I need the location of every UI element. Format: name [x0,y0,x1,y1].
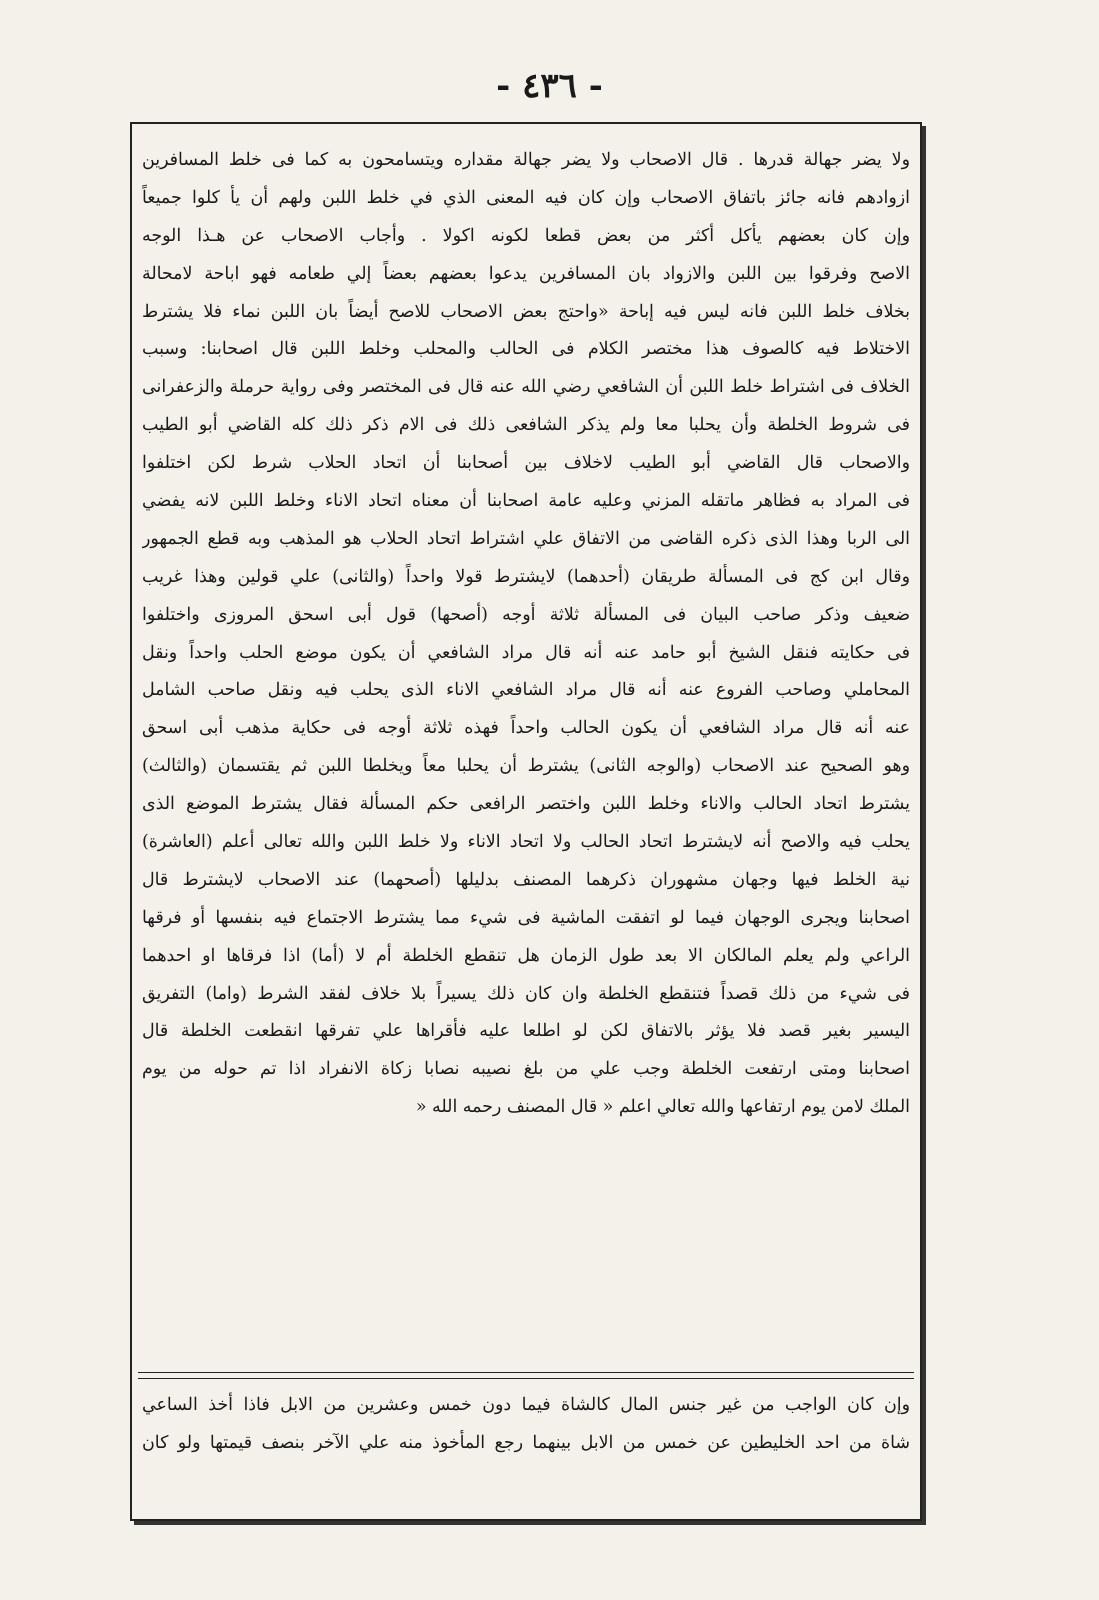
footnote-separator [138,1372,914,1373]
text-line: ازوادهم فانه جائز باتفاق الاصحاب وإن كان فيه المعنى الذي في خلط اللبن ولهم أن يأ كلوا جميعاً [142,187,910,208]
footnote-line: وإن كان الواجب من غير جنس المال كالشاة فيما دون خمس وعشرين من الابل فاذا أخذ الساعي [142,1395,910,1415]
text-line: وقال ابن كج فى المسألة طريقان (أحدهما) لايشترط قولا واحداً (والثانى) علي قولين وهذا غريب [142,566,910,587]
footnote-line: شاة من احد الخليطين عن خمس من الابل بينهما رجع المأخوذ منه علي الآخر بنصف قيمتها ولو كان [142,1433,910,1453]
text-line: الى الربا وهذا الذى ذكره القاضى من الاتفاق علي اشتراط اتحاد الحلاب هو المذهب وبه قطع الجمهور [142,528,910,549]
text-line: والاصحاب قال القاضي أبو الطيب لاخلاف بين أصحابنا أن اتحاد الحلاب شرط لكن اختلفوا [142,453,910,474]
text-line: اصحابنا ويجرى الوجهان فيما لو اتفقت الماشية فى شيء مما يشترط الاجتماع فيه بنفسها أو فرقها [142,907,910,928]
main-text-block [142,142,910,1357]
text-line: نية الخلط فيها وجهان مشهوران ذكرهما المصنف بدليلها (أصحهما) عند الاصحاب لايشترط قال [142,869,910,890]
text-line: الاختلاط فيه كالصوف هذا مختصر الكلام فى الحالب والمحلب وخلط اللبن قال اصحابنا: وسبب [142,339,910,360]
text-line: بخلاف خلط اللبن فانه ليس فيه إباحة «واحتج بعض الاصحاب للاصح أيضاً بان اللبن نماء فلا يشترط [142,301,910,322]
text-line: يحلب فيه والاصح أنه لايشترط اتحاد الحالب ولا اتحاد الاناء ولا خلط اللبن والله تعالى أعلم (العاشرة) [142,832,910,853]
text-line: عنه أنه قال مراد الشافعي أن يكون الحالب واحداً فهذه ثلاثة أوجه فى حكاية مذهب أبى اسحق [142,718,910,739]
text-line: المحاملي وصاحب الفروع عنه أنه قال مراد الشافعي الاناء الذى يحلب فيه ونقل صاحب الشامل [142,680,910,701]
text-line: يشترط اتحاد الحالب والاناء وخلط اللبن واختصر الرافعى حكم المسألة فقال يشترط الموضع الذى [142,794,910,815]
page-number: - ٤٣٦ - [496,66,603,106]
text-line: الخلاف فى اشتراط خلط اللبن أن الشافعي رضي الله عنه قال فى المختصر وفى رواية حرملة والزعفرانى [142,377,910,398]
text-line: ضعيف وذكر صاحب البيان فى المسألة ثلاثة أوجه (أصحها) قول أبى اسحق المروزى واختلفوا [142,604,910,625]
text-frame [130,122,922,1521]
text-line: وهو الصحيح عند الاصحاب (والوجه الثانى) يشترط أن يحلبا معاً ويخلطا اللبن ثم يقتسمان (والثالث) [142,756,910,777]
text-line: اليسير بغير قصد فلا يؤثر بالاتفاق لكن لو اطلعا عليه فأقراها علي تفرقها انقطعت الخلطة قال [142,1021,910,1042]
text-line: الملك لامن يوم ارتفاعها والله تعالي اعلم « قال المصنف رحمه الله « [415,1097,910,1118]
text-line: الاصح وفرقوا بين اللبن والازواد بان المسافرين يدعوا بعضهم بعضاً إلي طعامه فهو اباحة لامحالة [142,263,910,284]
text-line: اصحابنا ومتى ارتفعت الخلطة وجب علي من بلغ نصيبه نصابا زكاة الانفراد اذا تم حوله من يوم [142,1059,910,1080]
text-line: ولا يضر جهالة قدرها . قال الاصحاب ولا يضر جهالة مقداره ويتسامحون به كما فى خلط المسافرين [142,150,910,170]
footnote-block [142,1386,910,1462]
text-line: فى المراد به فظاهر ماتقله المزني وعليه عامة اصحابنا أن معناه اتحاد الاناء وخلط اللبن لانه يفضي [142,491,910,512]
text-line: فى حكايته فنقل الشيخ أبو حامد عنه أنه قال مراد الشافعي أن يكون موضع الحلب واحداً ونقل [142,642,910,663]
text-line: الراعي ولم يعلم المالكان الا بعد طول الزمان هل تنقطع الخلطة أم لا (أما) اذا فرقاها او احدهما [142,945,910,966]
text-line: وإن كان بعضهم يأكل أكثر من بعض قطعا لكونه اكولا . وأجاب الاصحاب عن هـذا الوجه [142,225,910,246]
text-line: فى شيء من ذلك قصداً فتنقطع الخلطة وان كان ذلك يسيراً بلا خلاف لفقد الشرط (واما) التفريق [142,983,910,1004]
text-line: فى شروط الخلطة وأن يحلبا معا ولم يذكر الشافعى ذلك فى الام ذكر ذلك كله القاضي أبو الطيب [142,415,910,436]
